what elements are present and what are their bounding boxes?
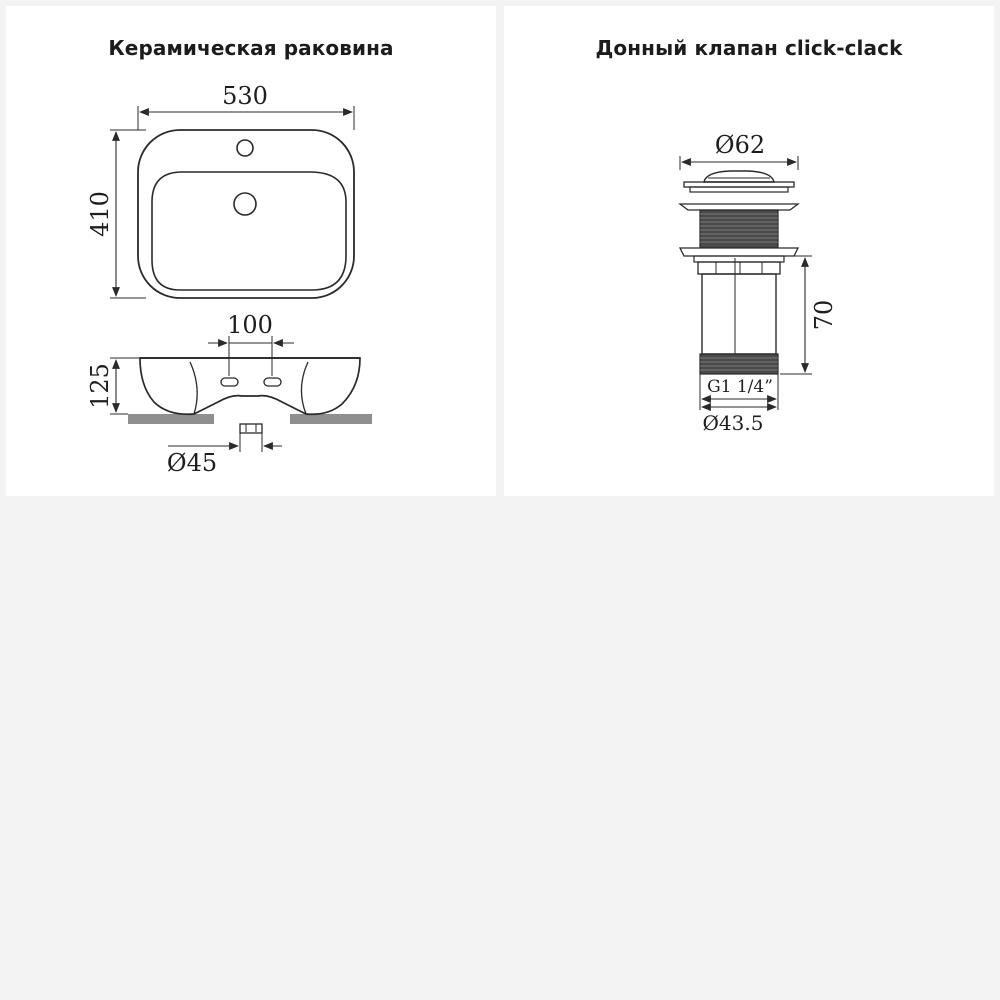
width-label: 530 <box>222 82 268 110</box>
depth-label: 410 <box>86 191 114 237</box>
hole-spacing-label: 100 <box>227 311 273 339</box>
body-diameter-label: Ø43.5 <box>702 411 764 435</box>
height-dimension <box>86 358 140 414</box>
valve-cap-icon <box>704 171 774 182</box>
thread-dimension <box>702 377 776 399</box>
length-label: 70 <box>810 299 838 331</box>
lower-thread <box>700 354 778 374</box>
length-dimension <box>780 256 838 374</box>
thread-label: G1 1/4” <box>707 377 773 397</box>
drain-diameter-dimension <box>167 433 282 477</box>
sink-body-outline <box>140 358 360 414</box>
valve-drawing <box>504 6 994 496</box>
sink-bowl-outline <box>152 172 346 290</box>
depth-dimension <box>86 130 146 298</box>
overflow-slot-right-icon <box>264 378 281 386</box>
sink-panel <box>6 6 496 496</box>
drain-diameter-label: Ø45 <box>166 449 218 477</box>
valve-nut <box>698 262 780 274</box>
cap-diameter-dimension <box>680 131 798 170</box>
sink-side-view <box>128 358 372 433</box>
counter-right <box>290 414 372 424</box>
valve-pipe <box>702 274 776 354</box>
height-label: 125 <box>86 363 114 409</box>
faucet-hole-icon <box>237 140 253 156</box>
valve-panel <box>504 6 994 496</box>
drain-stub <box>240 424 262 433</box>
overflow-slot-left-icon <box>221 378 238 386</box>
sink-title: Керамическая раковина <box>108 36 394 60</box>
sink-top-view <box>138 130 354 298</box>
sink-drawing <box>6 6 496 496</box>
drain-hole-icon <box>234 193 256 215</box>
cap-diameter-label: Ø62 <box>714 131 766 159</box>
counter-left <box>128 414 214 424</box>
width-dimension <box>138 82 354 130</box>
valve-washer <box>680 248 798 256</box>
body-diameter-dimension <box>702 407 776 435</box>
hole-spacing-dimension <box>208 311 294 376</box>
valve-title: Донный клапан click-clack <box>595 36 903 60</box>
